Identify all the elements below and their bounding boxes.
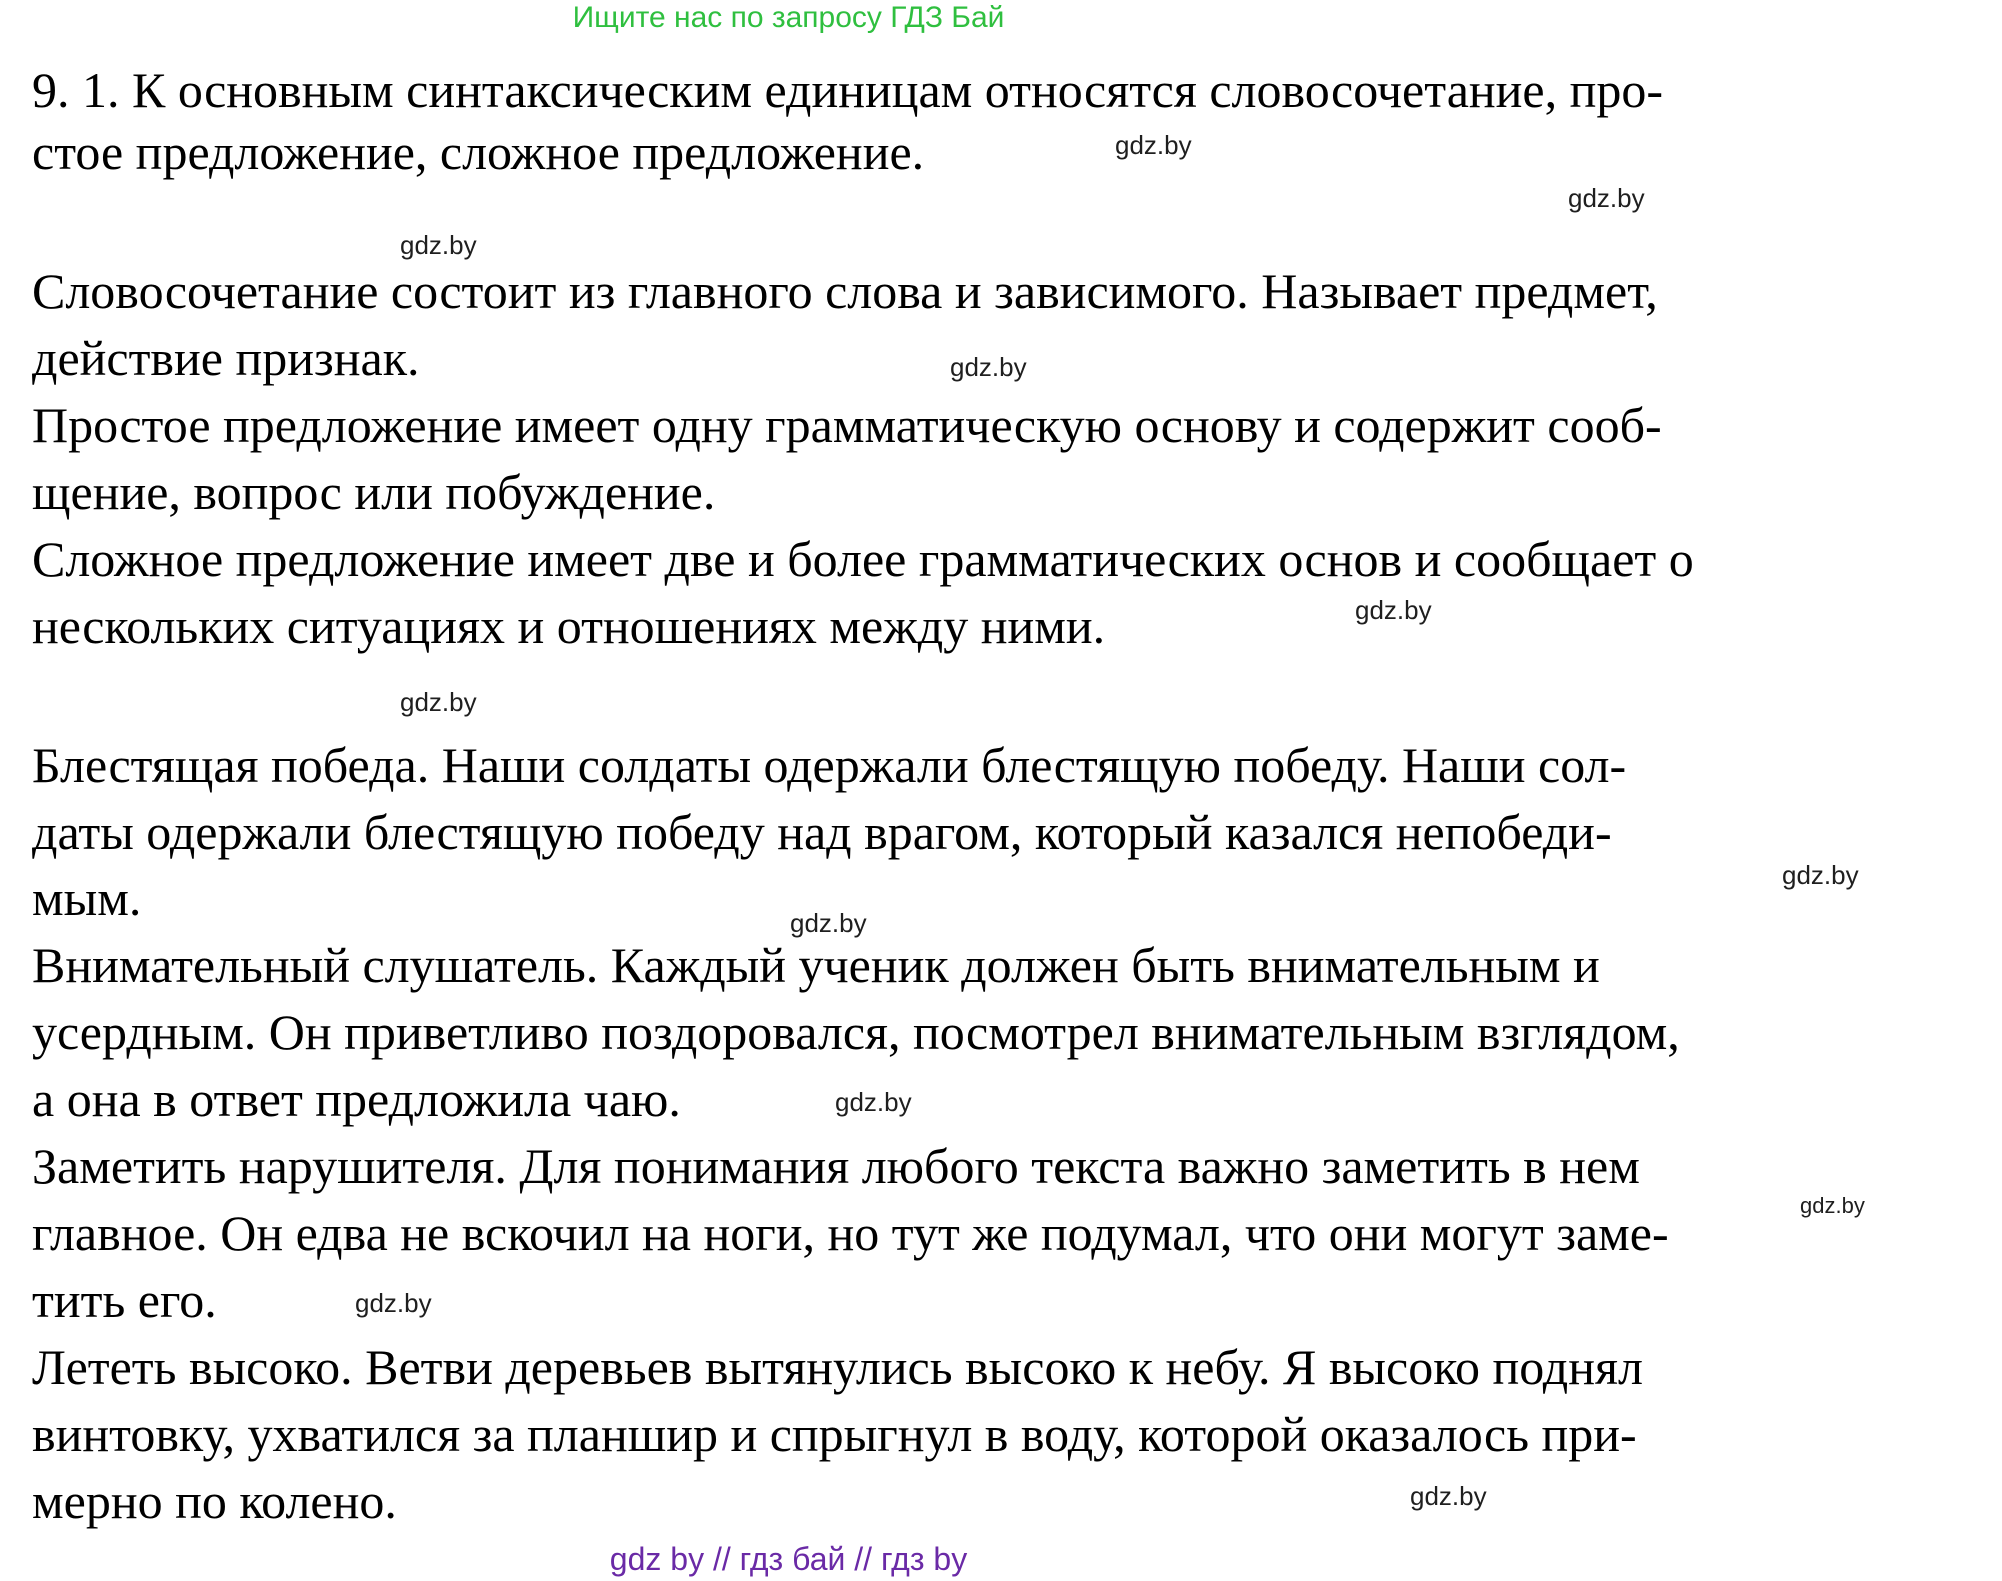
text-line: Заметить нарушителя. Для понимания любого текста важно заметить в нем bbox=[32, 1138, 1640, 1194]
text-line: щение, вопрос или побуждение. bbox=[32, 464, 716, 520]
watermark: gdz.by bbox=[1410, 1481, 1487, 1511]
watermark: gdz.by bbox=[1115, 130, 1192, 160]
text-line: усердным. Он приветливо поздоровался, посмотрел внимательным взглядом, bbox=[32, 1004, 1680, 1060]
watermark: gdz.by bbox=[1782, 860, 1859, 890]
text-line: действие признак. bbox=[32, 330, 420, 386]
watermark: gdz.by bbox=[400, 687, 477, 717]
watermark: gdz.by bbox=[790, 908, 867, 938]
watermark: gdz.by bbox=[1568, 183, 1645, 213]
text-line: мым. bbox=[32, 870, 142, 926]
watermark: gdz.by bbox=[835, 1087, 912, 1117]
text-line: Простое предложение имеет одну грамматическую основу и содержит сооб- bbox=[32, 397, 1662, 453]
text-line: Блестящая победа. Наши солдаты одержали блестящую победу. Наши сол- bbox=[32, 737, 1627, 793]
watermark: gdz.by bbox=[950, 352, 1027, 382]
text-line: стое предложение, сложное предложение. bbox=[32, 124, 925, 180]
text-line: Внимательный слушатель. Каждый ученик должен быть внимательным и bbox=[32, 937, 1600, 993]
text-line: Лететь высоко. Ветви деревьев вытянулись высоко к небу. Я высоко поднял bbox=[32, 1339, 1643, 1395]
text-line: нескольких ситуациях и отношениях между ними. bbox=[32, 598, 1106, 654]
text-line: главное. Он едва не вскочил на ноги, но тут же подумал, что они могут заме- bbox=[32, 1205, 1669, 1261]
text-line: Словосочетание состоит из главного слова и зависимого. Называет предмет, bbox=[32, 263, 1658, 319]
text-line: а она в ответ предложила чаю. bbox=[32, 1071, 681, 1127]
text-line: 9. 1. К основным синтаксическим единицам относятся словосочетание, про- bbox=[32, 62, 1664, 118]
text-line: винтовку, ухватился за планшир и спрыгнул в воду, которой оказалось при- bbox=[32, 1406, 1637, 1462]
watermark: gdz.by bbox=[400, 230, 477, 260]
text-line: Сложное предложение имеет две и более грамматических основ и сообщает о bbox=[32, 531, 1694, 587]
site-footer: gdz by // гдз бай // гдз by bbox=[609, 1541, 968, 1577]
text-line: даты одержали блестящую победу над врагом, который казался непобеди- bbox=[32, 804, 1612, 860]
site-banner: Ищите нас по запросу ГДЗ Бай bbox=[572, 1, 1005, 34]
watermark: gdz.by bbox=[355, 1288, 432, 1318]
watermark: gdz.by bbox=[1800, 1193, 1865, 1218]
text-line: мерно по колено. bbox=[32, 1473, 397, 1529]
watermark: gdz.by bbox=[1355, 595, 1432, 625]
text-line: тить его. bbox=[32, 1272, 217, 1328]
